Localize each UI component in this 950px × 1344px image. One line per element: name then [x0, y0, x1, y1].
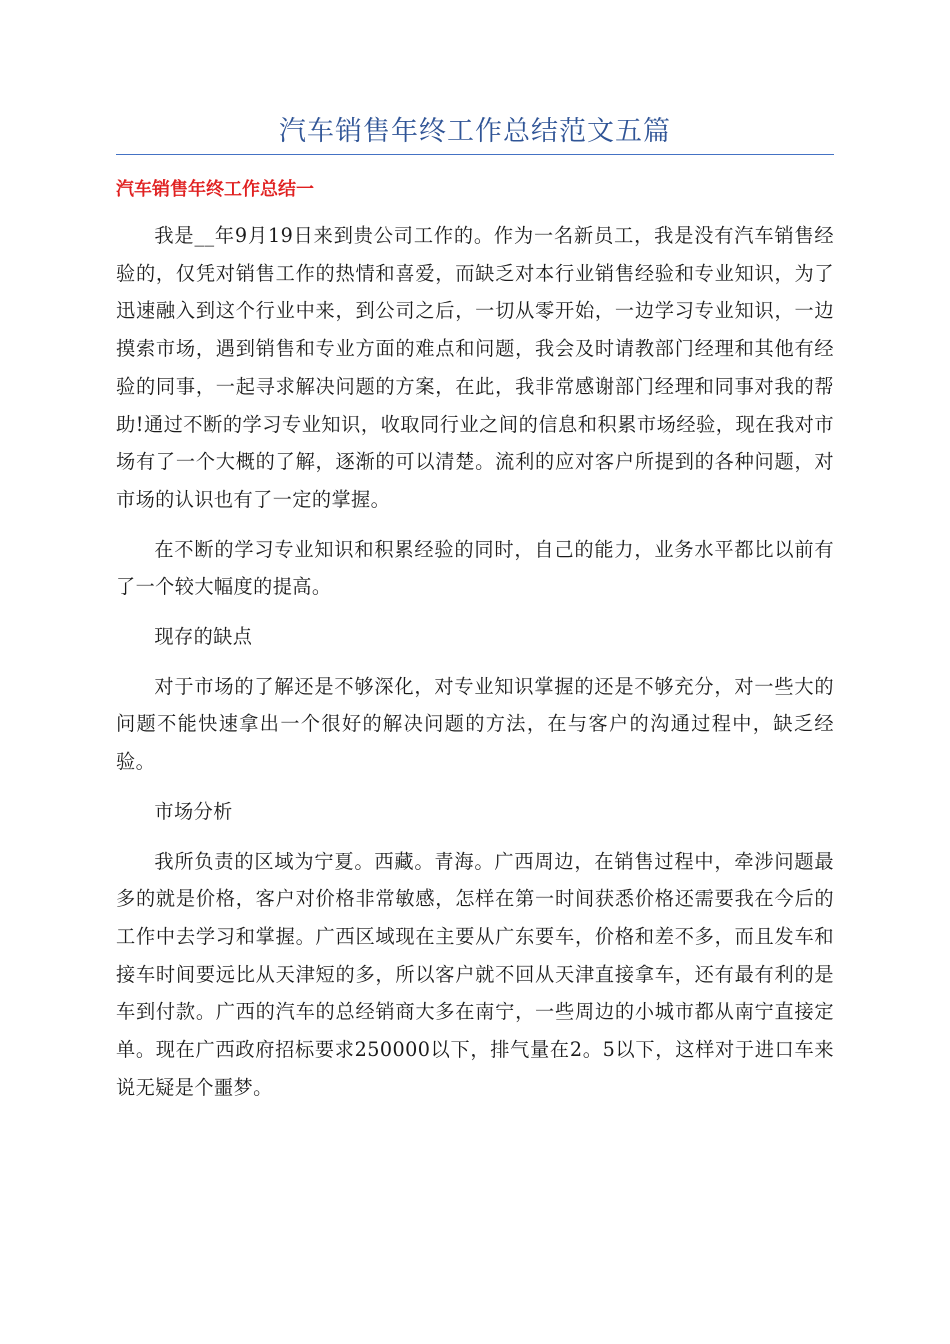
- subheading-shortcomings: 现存的缺点: [154, 625, 253, 649]
- document-title: 汽车销售年终工作总结范文五篇: [279, 116, 671, 147]
- document-page: [116, 0, 834, 1106]
- paragraph-intro: 我是__年9月19日来到贵公司工作的。作为一名新员工，我是没有汽车销售经验的，仅凭对销售工作的热情和喜爱，而缺乏对本行业销售经验和专业知识，为了迅速融入到这个行业中来，到公司之后，一切从零开始，一边学习专业知识，一边摸索市场，遇到销售和专业方面的难点和问题，我会及时请教部门经理和其他有经验的同事，一起寻求解决问题的方案，在此，我非常感谢部门经理和同事对我的帮助!通过不断的学习专业知识，收取同行业之间的信息和积累市场经验，现在我对市场有了一个大概的了解，逐渐的可以清楚。流利的应对客户所提到的各种问题，对市场的认识也有了一定的掌握。: [116, 224, 834, 511]
- title-underline: [116, 154, 834, 155]
- paragraph-improvement: 在不断的学习专业知识和积累经验的同时，自己的能力，业务水平都比以前有了一个较大幅度的提高。: [116, 537, 834, 599]
- paragraph-market-analysis: 我所负责的区域为宁夏。西藏。青海。广西周边，在销售过程中，牵涉问题最多的就是价格，客户对价格非常敏感，怎样在第一时间获悉价格还需要我在今后的工作中去学习和掌握。广西区域现在主要从广东要车，价格和差不多，而且发车和接车时间要远比从天津短的多，所以客户就不回从天津直接拿车，还有最有利的是车到付款。广西的汽车的总经销商大多在南宁，一些周边的小城市都从南宁直接定单。现在广西政府招标要求250000以下，排气量在2。5以下，这样对于进口车来说无疑是个噩梦。: [116, 849, 834, 1099]
- subheading-market-analysis: 市场分析: [154, 799, 233, 823]
- section-heading: 汽车销售年终工作总结一: [116, 179, 314, 200]
- paragraph-shortcomings: 对于市场的了解还是不够深化，对专业知识掌握的还是不够充分，对一些大的问题不能快速拿出一个很好的解决问题的方法，在与客户的沟通过程中，缺乏经验。: [116, 674, 834, 774]
